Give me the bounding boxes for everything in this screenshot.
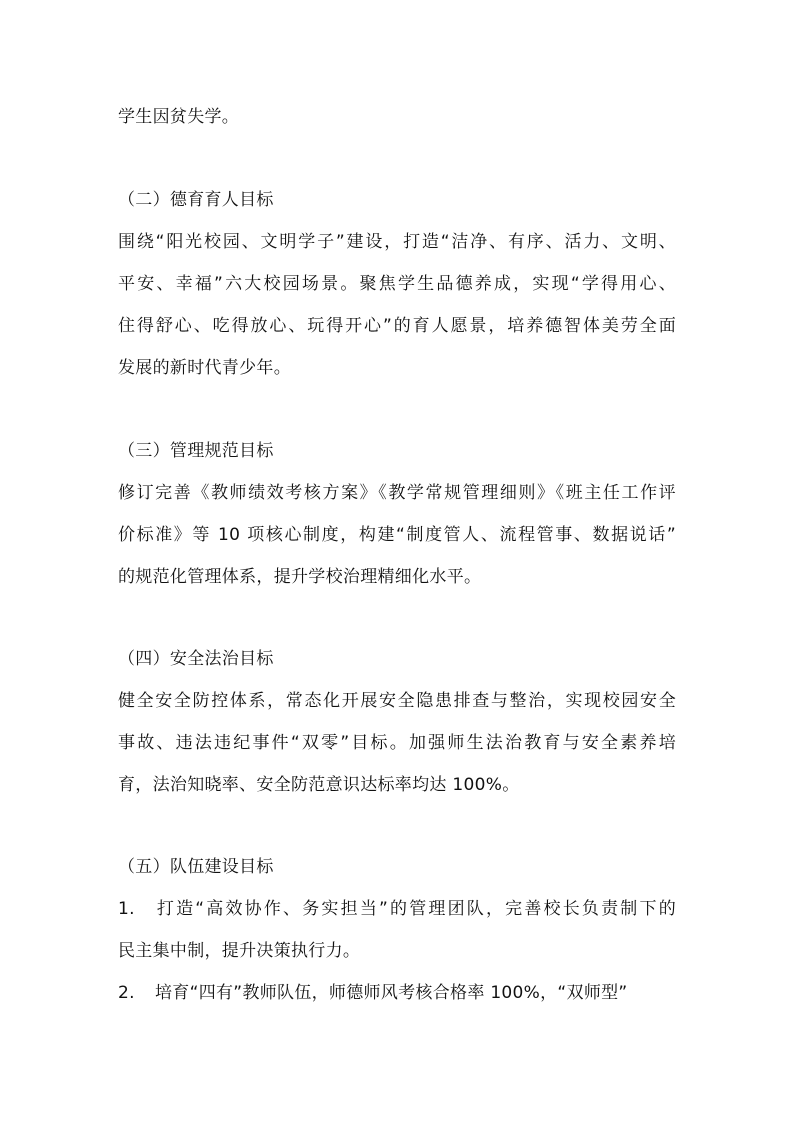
list-item-continuation: 民主集中制，提升决策执行力。 <box>118 941 361 961</box>
list-item-text: 打造“高效协作、务实担当”的管理团队，完善校长负责制下的 <box>155 899 676 919</box>
paragraph-line: 围绕“阳光校园、文明学子”建设，打造“洁净、有序、活力、文明、 <box>118 232 676 252</box>
paragraph-line: 的规范化管理体系，提升学校治理精细化水平。 <box>118 567 482 587</box>
section-heading-management: （三）管理规范目标 <box>118 441 274 461</box>
section-heading-safety-law: （四）安全法治目标 <box>118 649 274 669</box>
list-item <box>118 898 676 920</box>
paragraph-line: 修订完善《教师绩效考核方案》《教学常规管理细则》《班主任工作评 <box>118 483 676 503</box>
list-item-number: 1. <box>118 899 135 919</box>
paragraph-line: 价标准》等 10 项核心制度，构建“制度管人、流程管事、数据说话” <box>118 525 676 545</box>
list-item-text: 培育“四有”教师队伍，师德师风考核合格率 100%，“双师型” <box>155 983 628 1003</box>
paragraph-line: 发展的新时代青少年。 <box>118 358 291 378</box>
paragraph-line: 事故、违法违纪事件“双零”目标。加强师生法治教育与安全素养培 <box>118 733 676 753</box>
paragraph-line: 育，法治知晓率、安全防范意识达标率均达 100%。 <box>118 775 520 795</box>
list-item-number: 2. <box>118 983 135 1003</box>
section-heading-moral-education: （二）德育育人目标 <box>118 190 274 210</box>
list-item <box>118 982 628 1004</box>
paragraph-line: 住得舒心、吃得放心、玩得开心”的育人愿景，培养德智体美劳全面 <box>118 316 676 336</box>
section-heading-team-building: （五）队伍建设目标 <box>118 857 274 877</box>
paragraph-line: 平安、幸福”六大校园场景。聚焦学生品德养成，实现“学得用心、 <box>118 274 676 294</box>
paragraph-line: 学生因贫失学。 <box>118 107 240 127</box>
paragraph-line: 健全安全防控体系，常态化开展安全隐患排查与整治，实现校园安全 <box>118 691 676 711</box>
